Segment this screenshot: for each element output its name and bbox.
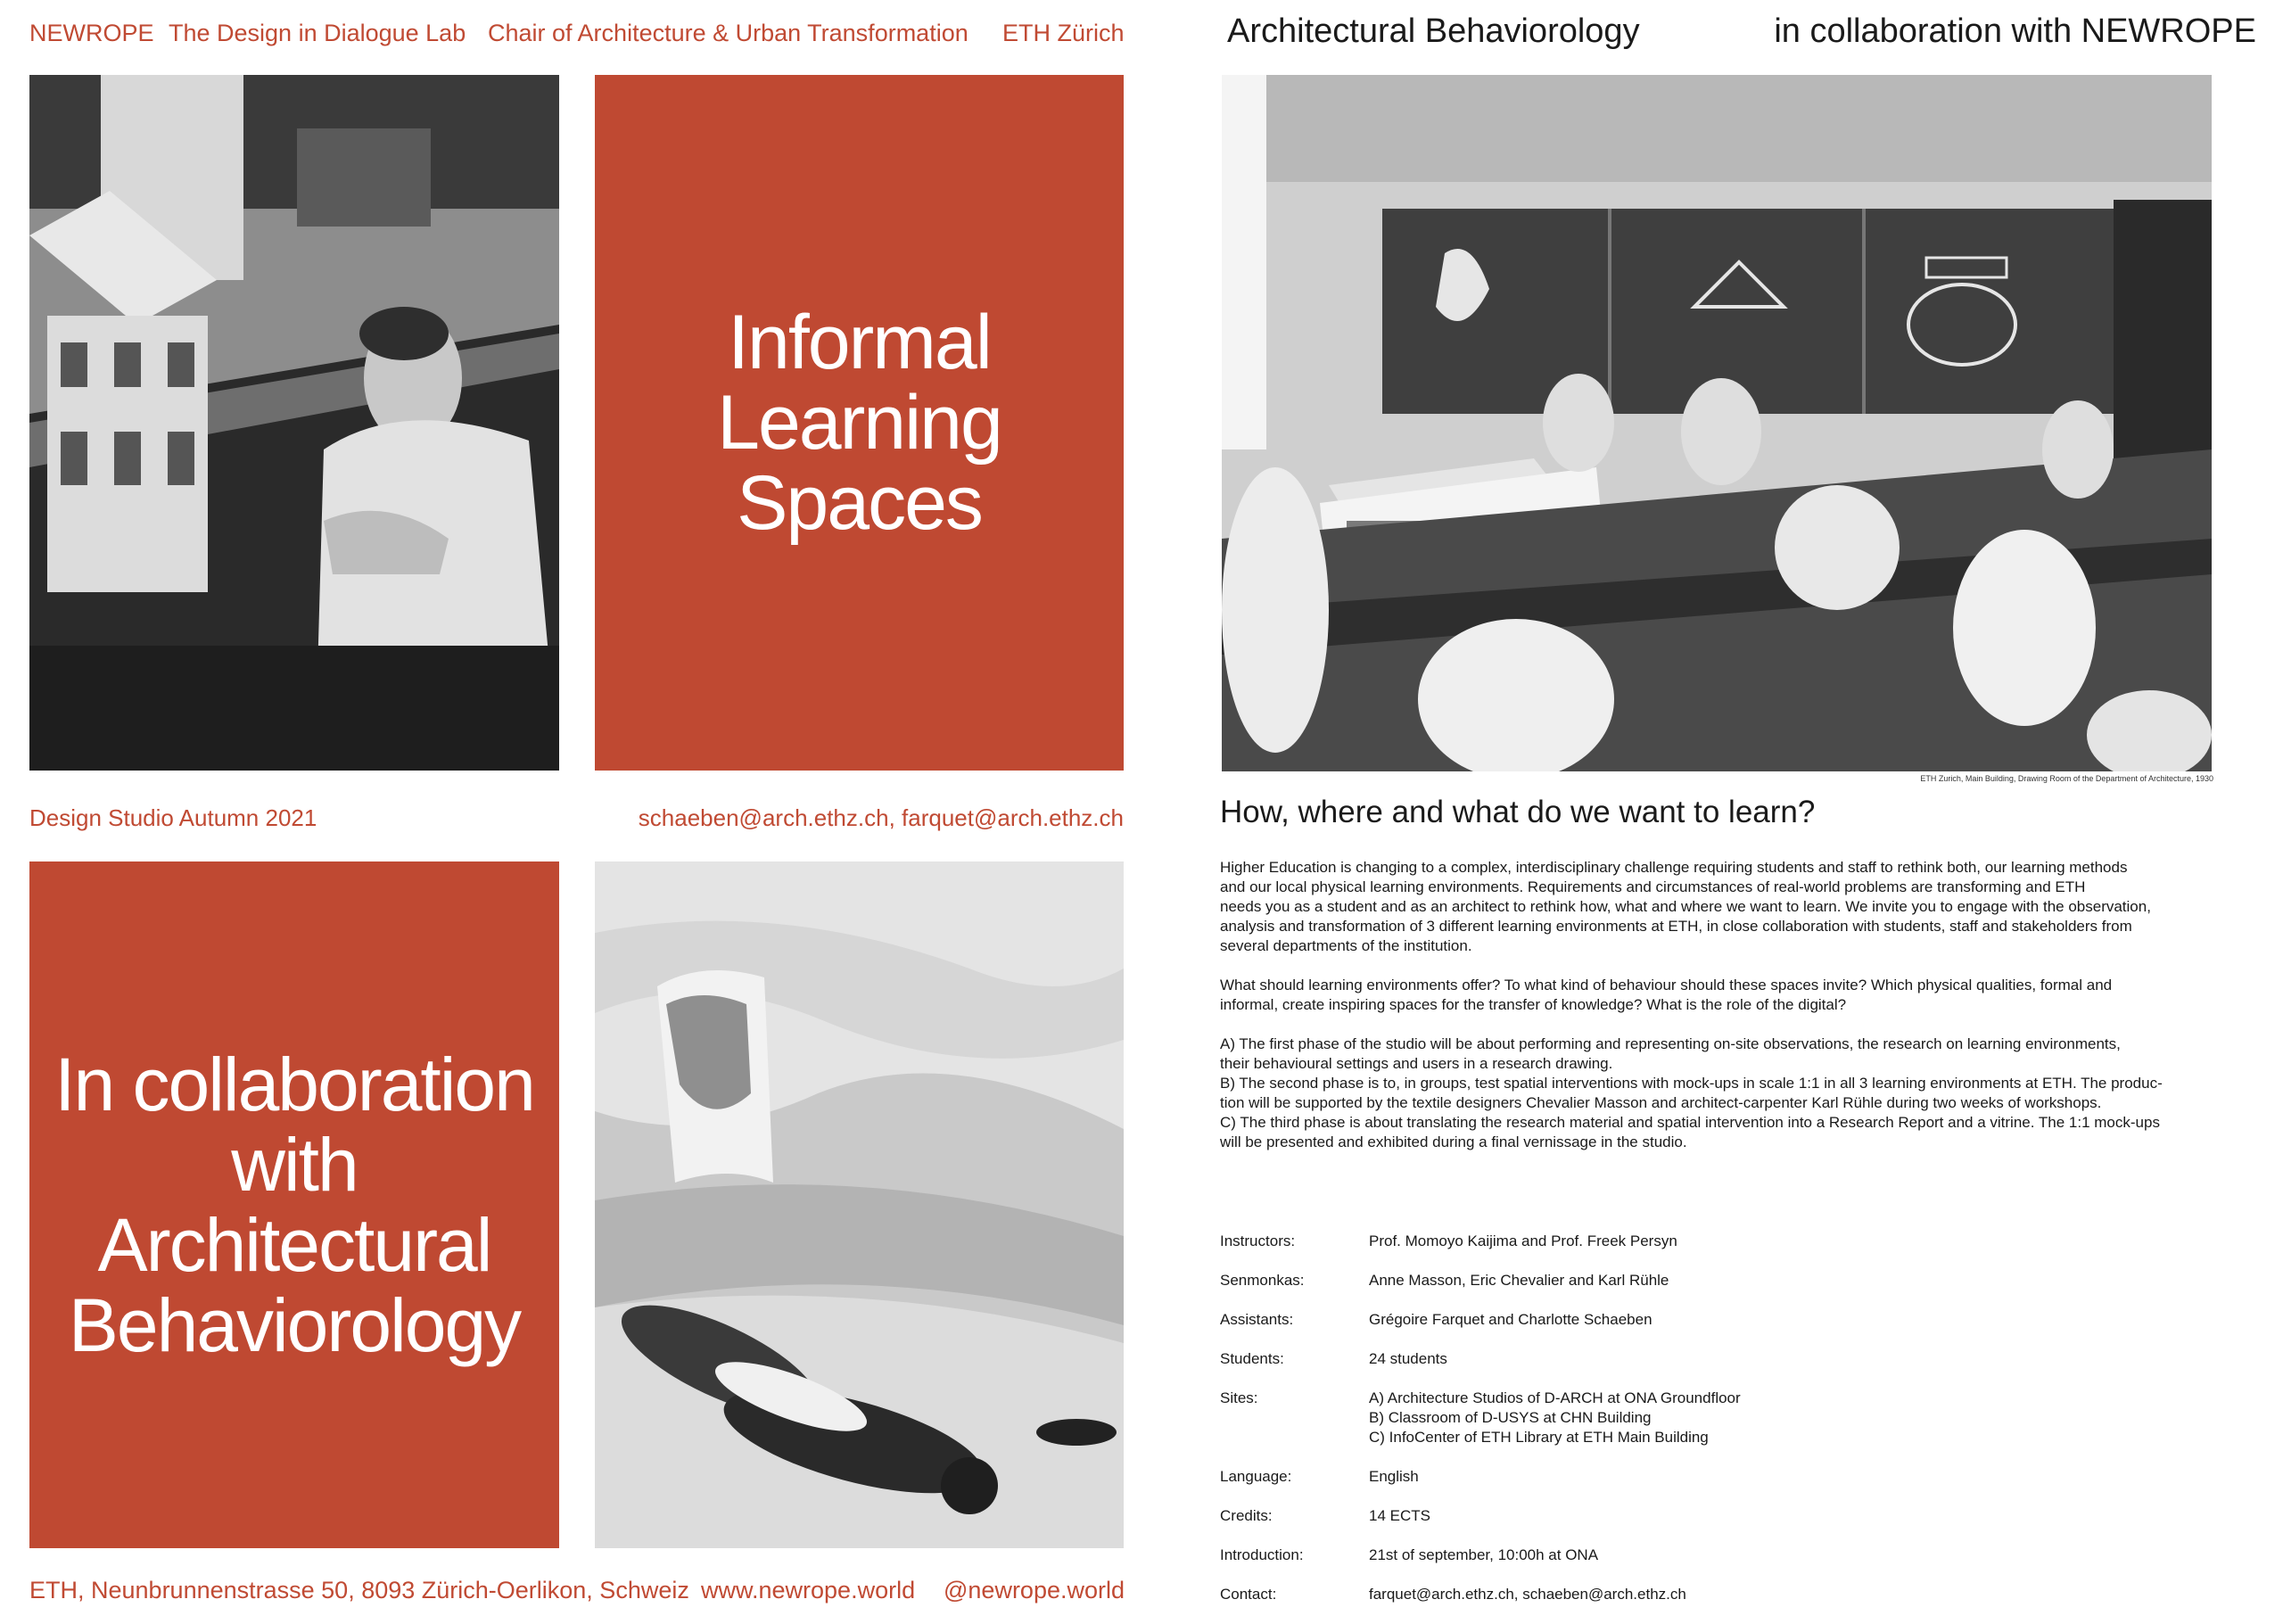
info-row-contact <box>1220 1585 2254 1604</box>
info-label: Assistants: <box>1220 1311 1294 1328</box>
info-label: Language: <box>1220 1468 1292 1485</box>
info-row-language <box>1220 1467 2254 1487</box>
page-title: Architectural Behaviorology <box>1227 12 1640 50</box>
photo-student-with-model <box>29 75 559 771</box>
info-label: Introduction: <box>1220 1546 1304 1563</box>
info-value: Prof. Momoyo Kaijima and Prof. Freek Persyn <box>1369 1232 1677 1249</box>
info-row-assistants <box>1220 1310 2254 1330</box>
info-value: 21st of september, 10:00h at ONA <box>1369 1546 1599 1563</box>
title-informal-learning-spaces: Informal Learning Spaces <box>717 300 1001 546</box>
title-collaboration: In collaboration with Architectural Behaviorology <box>54 1043 534 1367</box>
title-panel <box>595 75 1124 771</box>
section-question: How, where and what do we want to learn? <box>1220 795 1816 829</box>
info-value: A) Architecture Studios of D-ARCH at ONA Groundfloor B) Classroom of D-USYS at CHN Building C) InfoCenter of ETH Library at ETH Main Building <box>1369 1389 1741 1446</box>
paragraph-intro: Higher Education is changing to a complex, interdisciplinary challenge requiring students and staff to rethink both, our learning methods and our local physical learning environments. Requirements and circumstances of real-world problems are transforming and ETH needs you as a student and as an architect to rethink how, what and where we want to learn. We invite you to engage with the observation, analysis and transformation of 3 different learning environments at ETH, in close collaboration with students, staff and stakeholders from several departments of the institution. <box>1220 859 2151 954</box>
header-chair: Chair of Architecture & Urban Transformation <box>488 20 968 46</box>
header-lab: The Design in Dialogue Lab <box>169 20 466 46</box>
info-row-senmonkas <box>1220 1271 2254 1290</box>
studio-info-list <box>1220 1232 2254 1624</box>
info-value: Anne Masson, Eric Chevalier and Karl Rühle <box>1369 1272 1669 1289</box>
info-label: Sites: <box>1220 1389 1258 1406</box>
footer-handle[interactable]: @newrope.world <box>944 1577 1125 1603</box>
body-text <box>1220 858 2259 1172</box>
paragraph-phases: A) The first phase of the studio will be about performing and representing on-site observations, the research on learning environments, their behavioural settings and users in a research drawing. B) The second phase is to, in groups, test spatial interventions with mock-ups in scale 1:1 in all 3 learning environments at ETH. The produc- tion will be supported by the textile designers Chevalier Masson and architect-carpenter Karl Rühle during two weeks of workshops. C) The third phase is about translating the research material and spatial intervention into a Research Report and a vitrine. The 1:1 mock-ups will be presented and exhibited during a final vernissage in the studio. <box>1220 1035 2163 1150</box>
header-collaboration: in collaboration with NEWROPE <box>1774 12 2256 50</box>
footer-address: ETH, Neunbrunnenstrasse 50, 8093 Zürich-Oerlikon, Schweiz <box>29 1577 689 1603</box>
info-label: Senmonkas: <box>1220 1272 1305 1289</box>
info-value: English <box>1369 1468 1419 1485</box>
info-label: Contact: <box>1220 1586 1277 1603</box>
contact-emails[interactable]: schaeben@arch.ethz.ch, farquet@arch.ethz.ch <box>638 804 1124 831</box>
studio-label: Design Studio Autumn 2021 <box>29 804 317 831</box>
header-newrope: NEWROPE <box>29 20 154 46</box>
header-eth: ETH Zürich <box>1002 20 1125 46</box>
contact-email-links[interactable]: farquet@arch.ethz.ch, schaeben@arch.ethz.ch <box>1369 1586 1686 1603</box>
info-label: Credits: <box>1220 1507 1273 1524</box>
info-row-credits <box>1220 1506 2254 1526</box>
info-row-introduction <box>1220 1546 2254 1565</box>
paragraph-questions: What should learning environments offer? To what kind of behaviour should these spaces invite? Which physical qualities, formal and informal, create inspiring spaces for the transfer of knowledge? What is the role of the digital? <box>1220 977 2113 1013</box>
info-row-students <box>1220 1349 2254 1369</box>
photo-caption: ETH Zurich, Main Building, Drawing Room of the Department of Architecture, 1930 <box>1920 774 2213 783</box>
info-row-instructors <box>1220 1232 2254 1251</box>
info-row-sites <box>1220 1389 2254 1447</box>
info-label: Instructors: <box>1220 1232 1296 1249</box>
photo-students-under-fabric <box>595 861 1124 1548</box>
info-value: 24 students <box>1369 1350 1447 1367</box>
info-value: 14 ECTS <box>1369 1507 1430 1524</box>
photo-drawing-room <box>1222 75 2212 771</box>
footer-website[interactable]: www.newrope.world <box>701 1577 916 1603</box>
collaboration-panel <box>29 861 559 1548</box>
info-label: Students: <box>1220 1350 1284 1367</box>
info-value: Grégoire Farquet and Charlotte Schaeben <box>1369 1311 1652 1328</box>
